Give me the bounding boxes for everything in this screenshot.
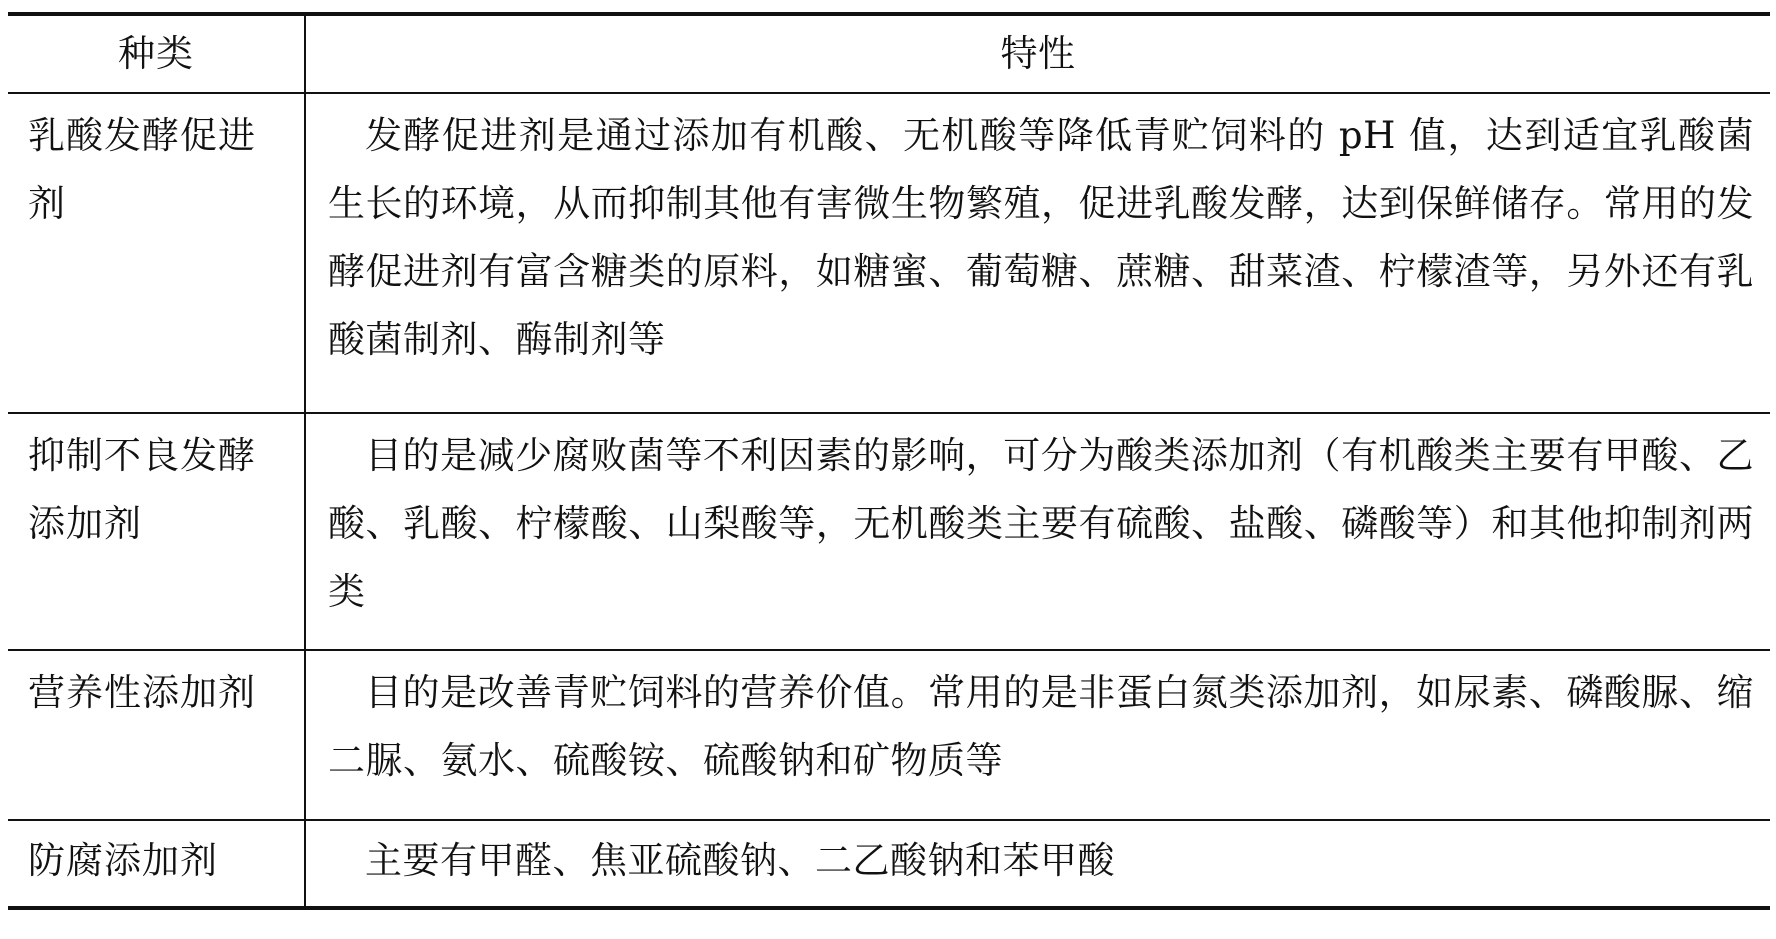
table-row	[8, 412, 1770, 649]
table-header-row	[8, 16, 1770, 92]
row-property: 发酵促进剂是通过添加有机酸、无机酸等降低青贮饲料的 pH 值，达到适宜乳酸菌生长的环境，从而抑制其他有害微生物繁殖，促进乳酸发酵，达到保鲜储存。常用的发酵促进剂有富含糖类的原料，如糖蜜、葡萄糖、蔗糖、甜菜渣、柠檬渣等，另外还有乳酸菌制剂、酶制剂等	[328, 114, 1754, 361]
row-property: 目的是改善青贮饲料的营养价值。常用的是非蛋白氮类添加剂，如尿素、磷酸脲、缩二脲、氨水、硫酸铵、硫酸钠和矿物质等	[328, 671, 1754, 782]
table-row	[8, 819, 1770, 906]
table-row	[8, 649, 1770, 819]
row-property: 目的是减少腐败菌等不利因素的影响，可分为酸类添加剂（有机酸类主要有甲酸、乙酸、乳酸、柠檬酸、山梨酸等，无机酸类主要有硫酸、盐酸、磷酸等）和其他抑制剂两类	[328, 434, 1754, 613]
row-type: 乳酸发酵促进剂	[8, 94, 306, 412]
row-property: 主要有甲醛、焦亚硫酸钠、二乙酸钠和苯甲酸	[365, 839, 1115, 882]
row-type: 防腐添加剂	[8, 821, 306, 906]
additive-table	[8, 12, 1770, 910]
header-type: 种类	[8, 16, 306, 92]
header-property: 特性	[1000, 32, 1076, 75]
row-type: 营养性添加剂	[8, 651, 306, 819]
row-type: 抑制不良发酵添加剂	[8, 414, 306, 649]
table-row	[8, 92, 1770, 412]
